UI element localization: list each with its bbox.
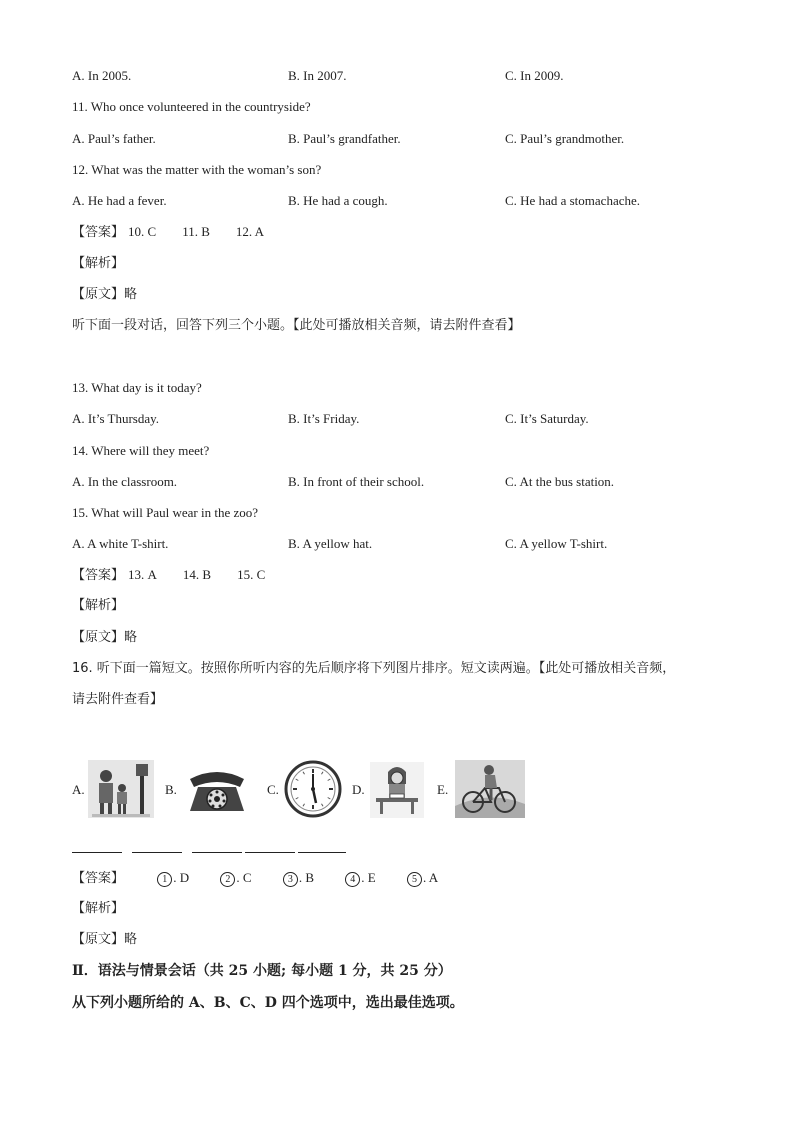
q12-option-b: B. He had a cough. [288, 193, 388, 208]
answer-item: 10. C [128, 224, 157, 239]
analysis-label: 【解析】 [72, 598, 125, 613]
q12-question: 12. What was the matter with the woman’s son? [72, 162, 322, 177]
answer-item: 15. C [237, 567, 266, 582]
circled-number: 5 [407, 872, 422, 887]
clock-icon [284, 760, 342, 818]
answer-blank-1[interactable] [72, 852, 122, 853]
answer-blank-2[interactable] [132, 852, 182, 853]
q10-option-c: C. In 2009. [505, 68, 564, 83]
answer-blank-3[interactable] [192, 852, 242, 853]
q11-question: 11. Who once volunteered in the countryside? [72, 99, 311, 114]
telephone-icon [184, 765, 250, 815]
answer-item [157, 870, 189, 887]
q15-option-c: C. A yellow T-shirt. [505, 536, 608, 551]
picture-label-b: B. [165, 782, 177, 797]
circled-number: 3 [283, 872, 298, 887]
picture-label-c: C. [267, 782, 279, 797]
q15-question: 15. What will Paul wear in the zoo? [72, 505, 259, 520]
q11-option-c: C. Paul’s grandmother. [505, 131, 625, 146]
q10-option-a: A. In 2005. [72, 68, 132, 83]
cyclist-icon [455, 760, 525, 818]
answer-value: . B [298, 870, 314, 885]
q14-option-c: C. At the bus station. [505, 474, 615, 489]
q14-question: 14. Where will they meet? [72, 443, 210, 458]
analysis-label: 【解析】 [72, 256, 125, 271]
answer-label: 【答案】 [72, 871, 125, 886]
original-text-label: 【原文】略 [72, 630, 138, 645]
original-text-label: 【原文】略 [72, 287, 138, 302]
section-2-instruction: 从下列小题所给的 A、B、C、D 四个选项中，选出最佳选项。 [72, 995, 464, 1011]
answer-item: 14. B [182, 567, 212, 582]
q10-option-b: B. In 2007. [288, 68, 347, 83]
answer-value: . A [422, 870, 439, 885]
picture-label-a: A. [72, 782, 85, 797]
section-2-title: Ⅱ．语法与情景会话（共 25 小题; 每小题 1 分，共 25 分） [72, 963, 452, 979]
answer-blank-5[interactable] [298, 852, 346, 853]
analysis-label: 【解析】 [72, 901, 125, 916]
picture-label-d: D. [352, 782, 365, 797]
answer-item: 11. B [182, 224, 210, 239]
answer-item: 13. A [128, 567, 157, 582]
q15-option-a: A. A white T-shirt. [72, 536, 169, 551]
q13-option-a: A. It’s Thursday. [72, 411, 160, 426]
q15-option-b: B. A yellow hat. [288, 536, 373, 551]
circled-number: 2 [220, 872, 235, 887]
q14-option-a: A. In the classroom. [72, 474, 178, 489]
q13-option-c: C. It’s Saturday. [505, 411, 589, 426]
picture-label-e: E. [437, 782, 449, 797]
answer-blank-4[interactable] [245, 852, 295, 853]
answer-item [220, 870, 251, 887]
answer-value: . E [361, 870, 376, 885]
answer-item: 12. A [235, 224, 265, 239]
pedestrians-icon [88, 760, 154, 818]
q16-instruction-line2: 请去附件查看】 [72, 692, 164, 707]
answer-value: . D [173, 870, 190, 885]
q12-option-c: C. He had a stomachache. [505, 193, 641, 208]
q16-instruction-line1: 16. 听下面一篇短文。按照你所听内容的先后顺序将下列图片排序。短文读两遍。【此处可播放相关音频， [72, 661, 676, 676]
answer-label: 【答案】 [72, 225, 125, 240]
answer-label: 【答案】 [72, 568, 125, 583]
circled-number: 4 [345, 872, 360, 887]
q11-option-a: A. Paul’s father. [72, 131, 156, 146]
answer-item [407, 870, 438, 887]
q12-option-a: A. He had a fever. [72, 193, 167, 208]
answer-item [345, 870, 375, 887]
original-text-label: 【原文】略 [72, 932, 138, 947]
answer-16 [72, 870, 466, 887]
answer-13-15 [72, 567, 291, 584]
q14-option-b: B. In front of their school. [288, 474, 425, 489]
listening-instruction: 听下面一段对话，回答下列三个小题。【此处可播放相关音频，请去附件查看】 [72, 318, 521, 333]
answer-10-12 [72, 224, 290, 241]
answer-value: . C [236, 870, 252, 885]
answer-item [283, 870, 314, 887]
girl-at-desk-icon [370, 762, 424, 818]
q11-option-b: B. Paul’s grandfather. [288, 131, 401, 146]
q13-question: 13. What day is it today? [72, 380, 202, 395]
circled-number: 1 [157, 872, 172, 887]
q13-option-b: B. It’s Friday. [288, 411, 360, 426]
